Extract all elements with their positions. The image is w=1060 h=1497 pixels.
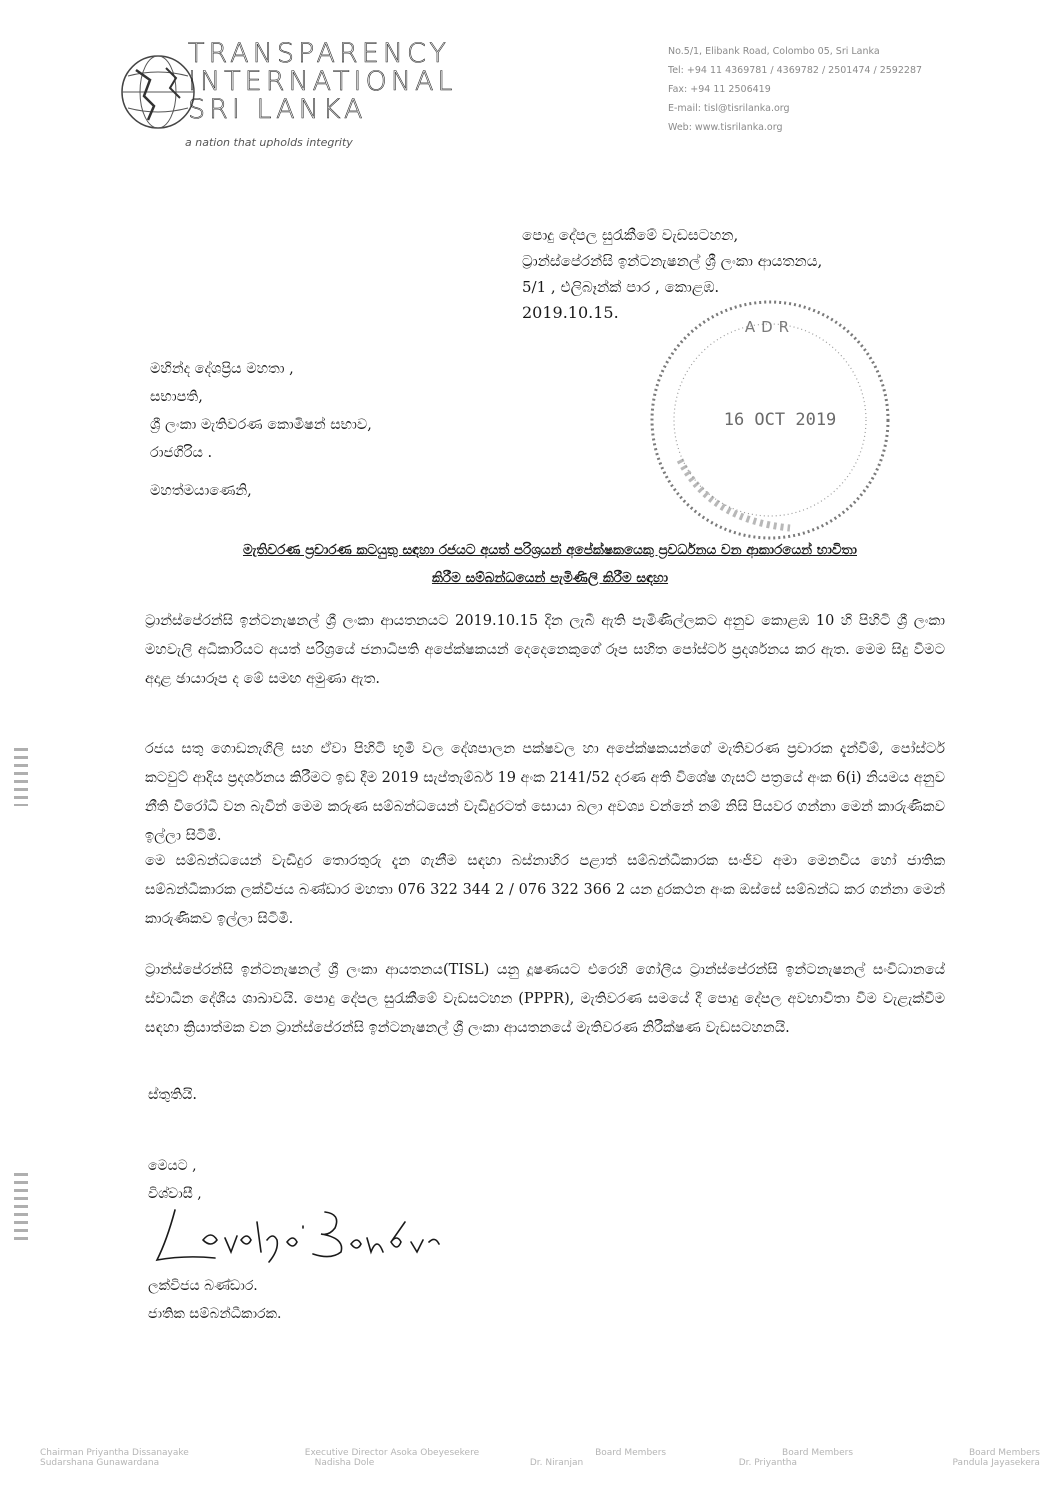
sender-line-1: පොදු දේපල සුරැකීමේ වැඩසටහන, — [522, 226, 739, 244]
sender-line-3: 5/1 , එලිබෑන්ක් පාර , කොළඹ. — [522, 278, 720, 296]
footer-item: Board Members — [595, 1448, 667, 1458]
footer-item: Executive Director Asoka Obeyesekere — [304, 1448, 480, 1458]
footer-row-2 — [40, 1458, 1040, 1468]
signer-title: ජාතික සම්බන්ධීකාරක. — [148, 1306, 282, 1322]
salutation: මහත්මයාණෙනි, — [150, 483, 252, 499]
handwritten-signature — [145, 1200, 445, 1270]
footer-item: Dr. Priyantha — [738, 1458, 798, 1468]
footer-item: Pandula Jayasekera — [952, 1458, 1040, 1468]
contact-address: No.5/1, Elibank Road, Colombo 05, Sri Lanka — [668, 46, 880, 57]
letterhead-footer — [40, 1448, 1040, 1488]
brand-line-3: SRI LANKA — [188, 94, 367, 125]
scan-margin-mark — [14, 748, 28, 806]
closing-line-1: මෙයට , — [148, 1158, 197, 1174]
recipient-title: සභාපති, — [150, 389, 203, 405]
recipient-name: මහින්ද දේශප්‍රිය මහතා , — [150, 361, 294, 377]
footer-item: Sudarshana Gunawardana — [40, 1458, 160, 1468]
footer-row-1 — [40, 1448, 1040, 1458]
footer-item: Nadisha Dole — [314, 1458, 375, 1468]
signer-block — [148, 1272, 281, 1328]
received-stamp — [640, 290, 900, 550]
contact-web: Web: www.tisrilanka.org — [668, 122, 783, 133]
recipient-org: ශ්‍රී ලංකා මැතිවරණ කොමිෂන් සභාව, — [150, 417, 372, 433]
stamp-date: 16 OCT 2019 — [723, 410, 837, 430]
letter-date: 2019.10.15. — [522, 303, 619, 322]
contact-fax: Fax: +94 11 2506419 — [668, 84, 771, 95]
footer-item: Dr. Niranjan — [529, 1458, 584, 1468]
sender-line-2: ට්‍රාන්ස්පේරන්සි ඉන්ටනැෂනල් ශ්‍රී ලංකා ආයතනය, — [522, 252, 823, 270]
contact-email: E-mail: tisl@tisrilanka.org — [668, 103, 790, 114]
closing-line-2: විශ්වාසී , — [148, 1186, 202, 1202]
recipient-city: රාජගිරිය . — [150, 445, 213, 461]
thanks-line: ස්තුතියි. — [148, 1087, 198, 1103]
body-paragraph-1: ට්‍රාන්ස්පේරන්සි ඉන්ටනැෂනල් ශ්‍රී ලංකා ආයතනයට 2019.10.15 දින ලැබී ඇති පැමිණිල්ලකට අනුව කොළඹ 10 හි පිහිටි ශ්‍රී ලංකා මහවැලි අධිකාරියට අයත් පරිශ්‍රයේ ජනාධිපති අපේක්ෂකයන් දෙදෙනෙකුගේ රූප සහිත පෝස්ටර් ප්‍රදර්ශනය කර ඇත. මෙම සිදු වීමට අදාළ ඡායාරූප ද මේ සමඟ අමුණා ඇත. — [145, 613, 945, 687]
body-paragraph-3: මෙ සම්බන්ධයෙන් වැඩිදුර තොරතුරු දැන ගැනීම සඳහා බස්නාහිර පළාත් සම්බන්ධීකාරක සංජීව අමා මෙනවිය හෝ ජාතික සම්බන්ධීකාරක ලක්විජය බණ්ඩාර මහතා 076 322 344 2 / 076 322 366 2 යන දුරකථන අංක ඔස්සේ සම්බන්ධ කර ගන්නා මෙන් කාරුණිකව ඉල්ලා සිටිමි. — [145, 853, 945, 927]
contact-phone: Tel: +94 11 4369781 / 4369782 / 2501474 / 2592287 — [668, 65, 923, 76]
subject-line-2: කිරීම සම්බන්ධයෙන් පැමිණිලි කිරීම සඳහා — [431, 570, 669, 586]
scan-margin-mark — [14, 1173, 28, 1245]
footer-item: Chairman Priyantha Dissanayake — [40, 1448, 189, 1458]
recipient-block — [150, 355, 372, 467]
stamp-top-text: ADR — [744, 318, 796, 336]
subject-heading — [140, 536, 960, 592]
body-paragraph-2: රජය සතු ගොඩනැගිලි සහ ඒවා පිහිටි භූමි වල දේශපාලන පක්ෂවල හා අපේක්ෂකයන්ගේ මැතිවරණ ප්‍රචාරක දැන්වීම්, පෝස්ටර් කටවුට් ආදිය ප්‍රදර්ශනය කිරීමට ඉඩ දීම 2019 සැප්තැම්බර් 19 අංක 2141/52 දරණ අති විශේෂ ගැසට් පත්‍රයේ අංක 6(i) නියමය අනුව නීති විරෝධී වන බැවින් මෙම කරුණ සම්බන්ධයෙන් වැඩිදුරටත් සොයා බලා අවශ්‍ය වන්නේ නම් නිසි පියවර ගන්නා මෙන් කාරුණිකව ඉල්ලා සිටිමි. — [145, 741, 945, 844]
brand-tagline: a nation that upholds integrity — [185, 136, 353, 149]
footer-item: Board Members — [782, 1448, 854, 1458]
letterhead-contact — [668, 42, 998, 137]
brand-name — [188, 40, 456, 124]
brand-line-1: TRANSPARENCY — [188, 38, 450, 69]
brand-line-2: INTERNATIONAL — [188, 66, 457, 97]
signer-name: ලක්විජය බණ්ඩාර. — [148, 1278, 258, 1294]
footer-item: Board Members — [968, 1448, 1040, 1458]
body-paragraph-4: ට්‍රාන්ස්පේරන්සි ඉන්ටනැෂනල් ශ්‍රී ලංකා ආයතනය(TISL) යනු දූෂණයට එරෙහි ගෝලීය ට්‍රාන්ස්පේරන්සි ඉන්ටනැෂනල් සංවිධානයේ ස්වාධීන දේශීය ශාඛාවයි. පොදු දේපල සුරැකීමේ වැඩසටහන (PPPR), මැතිවරණ සමයේ දී පොදු දේපල අවභාවිතා වීම වැළැක්වීම සඳහා ක්‍රියාත්මක වන ට්‍රාන්ස්පේරන්සි ඉන්ටනැෂනල් ශ්‍රී ලංකා ආයතනයේ මැතිවරණ නිරීක්ෂණ වැඩසටහනයි. — [145, 962, 945, 1036]
subject-line-1: මැතිවරණ ප්‍රචාරණ කටයුතු සඳහා රජයට අයත් පරිශ්‍රයන් අපේක්ෂකයෙකු ප්‍රවර්ධනය වන ආකාරයෙන් භාවිතා — [242, 542, 857, 558]
